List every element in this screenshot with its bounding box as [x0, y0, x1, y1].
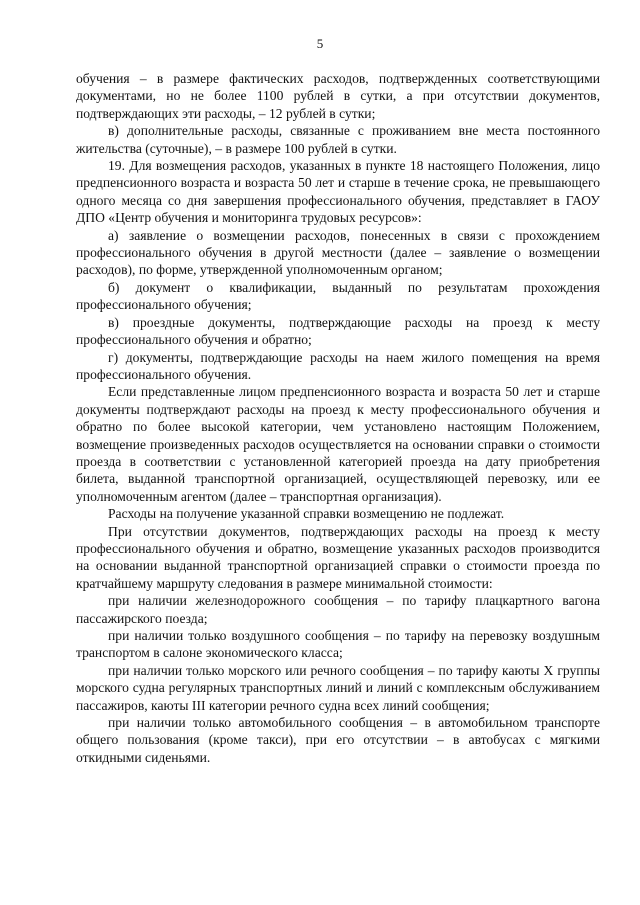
paragraph-item-b-qualification: б) документ о квалификации, выданный по результатам прохождения профессионального обучения; [76, 279, 600, 313]
page-number: 5 [316, 36, 324, 51]
paragraph-item-v-travel-documents: в) проездные документы, подтверждающие расходы на проезд к месту профессионального обучения и обратно; [76, 314, 600, 348]
paragraph-item-g-housing-documents: г) документы, подтверждающие расходы на наем жилого помещения на время профессионального обучения. [76, 349, 600, 382]
paragraph-certificate-costs: Расходы на получение указанной справки возмещению не подлежат. [108, 506, 505, 522]
paragraph-item-a-application: а) заявление о возмещении расходов, понесенных в связи с прохождением профессионального обучения в другой местности (далее – заявление о возмещении расходов), по форме, утвержденной уполномоченным органом; [76, 227, 600, 278]
paragraph-railway: при наличии железнодорожного сообщения – по тарифу плацкартного вагона пассажирского поезда; [76, 593, 600, 626]
paragraph-sea-river: при наличии только морского или речного сообщения – по тарифу каюты X группы морского судна регулярных транспортных линий и линий с комплексным обслуживанием пассажиров, каюты III категории речного судна всех линий сообщения; [76, 662, 600, 713]
document-body [76, 70, 600, 766]
paragraph-continuation: обучения – в размере фактических расходов, подтвержденных соответствующими документами, но не более 1100 рублей в сутки, а при отсутствии документов, подтверждающих эти расходы, – 12 рублей в сутки; [76, 71, 600, 121]
paragraph-air: при наличии только воздушного сообщения – по тарифу на перевозку воздушным транспортом в салоне экономического класса; [76, 628, 600, 661]
paragraph-clause-19: 19. Для возмещения расходов, указанных в пункте 18 настоящего Положения, лицо предпенсионного возраста и возраста 50 лет и старше в течение срока, не превышающего одного месяца со дня завершения профессионального обучения, представляет в ГАОУ ДПО «Центр обучения и мониторинга трудовых ресурсов»: [76, 158, 600, 226]
paragraph-higher-category: Если представленные лицом предпенсионного возраста и возраста 50 лет и старше документы подтверждают расходы на проезд к месту профессионального обучения и обратно по более высокой категории, чем установлено настоящим Положением, возмещение произведенных расходов осуществляется на основании справки о стоимости проезда в соответствии с установленной категорией проезда на дату приобретения билета, выданной транспортной организацией, осуществляющей перевозку, или ее уполномоченным агентом (далее – транспортная организация). [76, 384, 600, 504]
paragraph-no-documents: При отсутствии документов, подтверждающих расходы на проезд к месту профессионального обучения и обратно, возмещение указанных расходов производится на основании выданной транспортной организацией справки о стоимости проезда по кратчайшему маршруту следования в размере минимальной стоимости: [76, 523, 600, 591]
paragraph-road: при наличии только автомобильного сообщения – в автомобильном транспорте общего пользования (кроме такси), при его отсутствии – в автобусах с мягкими откидными сиденьями. [76, 715, 600, 765]
paragraph-item-v-daily-allowance: в) дополнительные расходы, связанные с проживанием вне места постоянного жительства (суточные), – в размере 100 рублей в сутки. [76, 123, 600, 156]
